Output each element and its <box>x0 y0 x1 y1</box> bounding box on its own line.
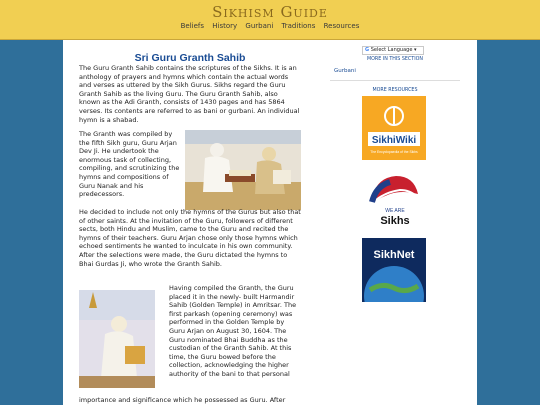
sidebar-divider <box>330 80 460 81</box>
nav-resources[interactable]: Resources <box>323 22 360 30</box>
more-in-section-heading: MORE IN THIS SECTION <box>367 57 423 62</box>
sidebar <box>330 44 466 405</box>
article-paragraph-compilation: The Granth was compiled by the fifth Sikh guru, Guru Arjan Dev Ji. He undertook the enormous task of collecting, compiling, and scrutinizing the hymns and compositions of Guru Nanak and his predecessors. <box>79 130 180 199</box>
sikhnet-banner[interactable] <box>362 238 426 302</box>
language-select[interactable] <box>362 46 424 55</box>
sikhiwiki-tagline: The Encyclopaedia of the Sikhs <box>370 150 418 154</box>
nav-beliefs[interactable]: Beliefs <box>180 22 205 30</box>
article-paragraph-intro: The Guru Granth Sahib contains the scriptures of the Sikhs. It is an anthology of prayers and hymns which contain the actual words and verses as uttered by the Sikh Gurus. Sikhs regard the Guru Granth Sahib as the living Guru. The Guru Granth Sahib, also known as the Adi Granth, consists of 1430 pages and has 5864 verses. Its contents are referred to as bani or gurbani. An individual hymn is a shabad. <box>79 64 300 124</box>
google-g-icon: G <box>365 47 370 53</box>
nav-gurbani[interactable]: Gurbani <box>245 22 274 30</box>
page-title: Sri Guru Granth Sahib <box>134 52 246 64</box>
chevron-down-icon: ▾ <box>414 47 417 53</box>
sikhiwiki-banner[interactable] <box>362 96 426 160</box>
article-paragraph-installation: Having compiled the Granth, the Guru placed it in the newly- built Harmandir Sahib (Golden Temple) in Amritsar. The first parkash (opening ceremony) was performed in the Golden Temple by Guru Arjan on August 30, 1604. The Guru nominated Bhai Buddha as the custodian of the Granth Sahib. At this time, the Guru bowed before the collection, acknowledging the higher authority of the bani to that personal <box>169 284 297 378</box>
language-select-label: Select Language <box>370 47 413 53</box>
nav-traditions[interactable]: Traditions <box>281 22 316 30</box>
sikhiwiki-name: SikhiWiki <box>371 135 417 146</box>
guru-arjan-compiling-image <box>185 130 301 210</box>
sikhs-text: Sikhs <box>380 215 410 227</box>
nav-history[interactable]: History <box>212 22 238 30</box>
article <box>79 52 301 405</box>
bhai-buddha-image <box>79 290 155 388</box>
more-resources-heading: MORE RESOURCES <box>372 88 418 93</box>
article-paragraph-selection: He decided to include not only the hymns of the Gurus but also that of other saints. At the invitation of the Guru, followers of different sects, both Hindu and Muslim, came to the Guru and recited the hymns of their teachers. Guru Arjan chose only those hymns which echoed sentiments he wanted to inculcate in his own community. After the selections were made, the Guru dictated the hymns to Bhai Gurdas Ji, who wrote the Granth Sahib. <box>79 208 301 268</box>
we-are-text: WE ARE <box>385 208 405 214</box>
site-logo[interactable]: Sikhism Guide <box>212 3 328 21</box>
article-paragraph-continued: importance and significance which he possessed as Guru. After <box>79 396 286 404</box>
main-nav <box>0 22 540 30</box>
site-header <box>0 0 540 40</box>
sidebar-link-gurbani[interactable]: Gurbani <box>334 68 356 74</box>
sikhnet-name: SikhNet <box>373 249 415 261</box>
we-are-sikhs-banner[interactable] <box>362 172 426 228</box>
